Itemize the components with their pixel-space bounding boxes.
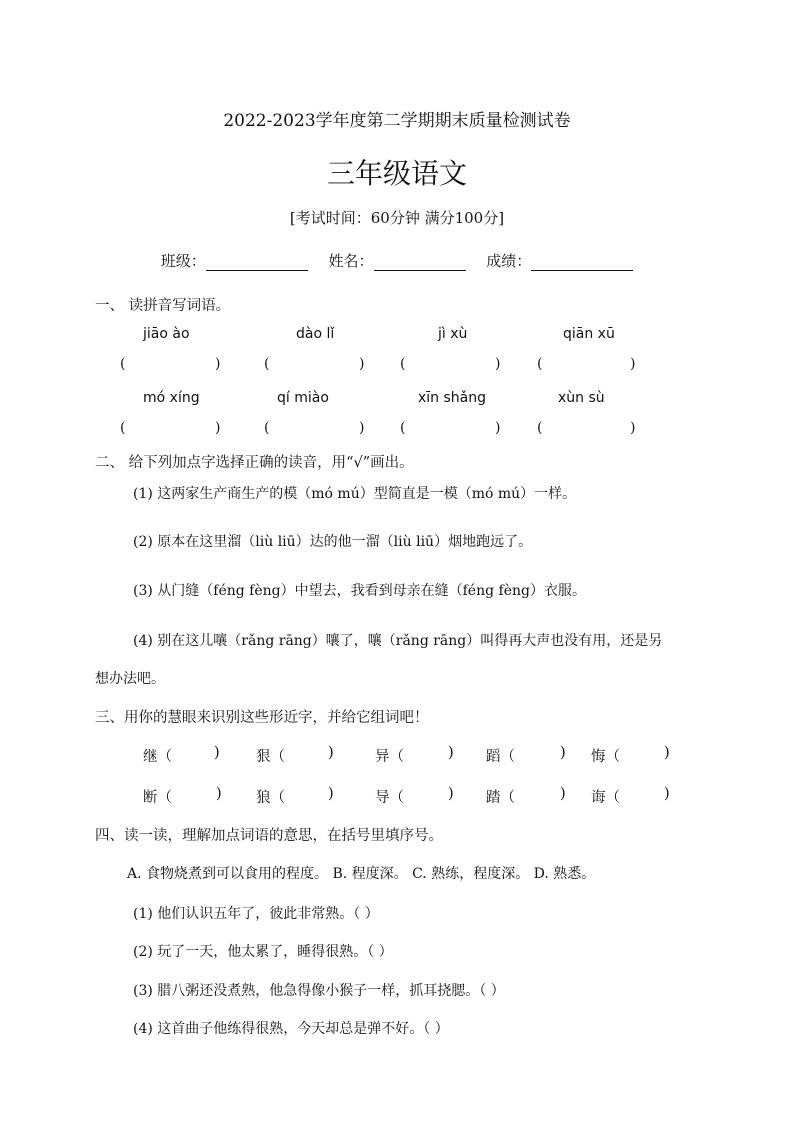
char-item: 蹈（ <box>486 749 515 765</box>
answer-open-paren: ( <box>400 356 406 372</box>
char-close-paren: ) <box>448 745 454 761</box>
char-close-paren: ) <box>216 786 222 802</box>
char-close-paren: ) <box>328 745 334 761</box>
name-label: 姓名： <box>328 252 374 270</box>
answer-open-paren: ( <box>120 420 126 436</box>
char-item: 悔（ <box>591 749 620 765</box>
pinyin-item: mó xíng <box>143 390 200 406</box>
char-item: 继（ <box>143 749 172 765</box>
question-item: (2) 原本在这里溜（liù liū）达的他一溜（liù liū）烟地跑远了。 <box>133 534 533 550</box>
char-close-paren: ) <box>664 786 670 802</box>
answer-close-paren: ) <box>495 420 501 436</box>
char-item: 断（ <box>143 790 172 806</box>
answer-options: A. 食物烧煮到可以食用的程度。 B. 程度深。 C. 熟练，程度深。 D. 熟悉。 <box>127 866 596 882</box>
char-close-paren: ) <box>214 745 220 761</box>
student-info-line <box>0 250 794 271</box>
answer-open-paren: ( <box>264 420 270 436</box>
char-item: 狠（ <box>256 749 285 765</box>
exam-title: 三年级语文 <box>326 157 467 190</box>
answer-open-paren: ( <box>537 420 543 436</box>
question-item: (3) 腊八粥还没煮熟，他急得像小猴子一样，抓耳挠腮。（ ） <box>133 983 505 999</box>
pinyin-item: jì xù <box>438 326 468 342</box>
answer-open-paren: ( <box>400 420 406 436</box>
pinyin-item: dào lǐ <box>296 326 335 342</box>
answer-close-paren: ) <box>630 420 636 436</box>
question-item: (3) 从门缝（féng fèng）中望去，我看到母亲在缝（féng fèng）衣服。 <box>133 583 586 599</box>
question-item: (2) 玩了一天，他太累了，睡得很熟。（ ） <box>133 944 393 960</box>
answer-open-paren: ( <box>120 356 126 372</box>
answer-close-paren: ) <box>630 356 636 372</box>
question-item-continued: 想办法吧。 <box>95 671 165 687</box>
pinyin-item: qí miào <box>277 390 329 406</box>
char-close-paren: ) <box>328 786 334 802</box>
pinyin-item: xīn shǎng <box>418 390 487 406</box>
char-item: 踏（ <box>486 790 515 806</box>
class-blank[interactable] <box>206 252 308 271</box>
section3-heading: 三、用你的慧眼来识别这些形近字，并给它组词吧！ <box>95 710 429 726</box>
question-item: (1) 他们认识五年了，彼此非常熟。（ ） <box>133 906 379 922</box>
char-item: 诲（ <box>591 790 620 806</box>
char-item: 异（ <box>375 749 404 765</box>
char-close-paren: ) <box>560 786 566 802</box>
answer-close-paren: ) <box>359 356 365 372</box>
exam-subtitle: 2022-2023学年度第二学期期末质量检测试卷 <box>223 111 571 131</box>
score-label: 成绩： <box>486 252 532 270</box>
section1-heading: 一、 读拼音写词语。 <box>95 298 231 314</box>
answer-open-paren: ( <box>264 356 270 372</box>
score-blank[interactable] <box>531 252 633 271</box>
answer-close-paren: ) <box>215 420 221 436</box>
pinyin-item: xùn sù <box>558 390 605 406</box>
section2-heading: 二、 给下列加点字选择正确的读音，用“√”画出。 <box>95 455 414 471</box>
pinyin-item: jiāo ào <box>143 326 190 342</box>
pinyin-item: qiān xū <box>563 326 615 342</box>
section4-heading: 四、读一读，理解加点词语的意思，在括号里填序号。 <box>95 828 443 844</box>
char-close-paren: ) <box>448 786 454 802</box>
answer-close-paren: ) <box>215 356 221 372</box>
char-item: 导（ <box>375 790 404 806</box>
question-item: (4) 这首曲子他练得很熟，今天却总是弹不好。（ ） <box>133 1021 449 1037</box>
char-close-paren: ) <box>560 745 566 761</box>
class-label: 班级： <box>160 252 206 270</box>
question-item: (4) 别在这儿嚷（rǎng rāng）嚷了，嚷（rǎng rāng）叫得再大声也没有用，还是另 <box>133 633 663 649</box>
answer-close-paren: ) <box>359 420 365 436</box>
exam-time-info: [考试时间：60分钟 满分100分] <box>289 209 505 227</box>
question-item: (1) 这两家生产商生产的模（mó mú）型简直是一模（mó mú）一样。 <box>133 486 577 502</box>
char-close-paren: ) <box>664 745 670 761</box>
char-item: 狼（ <box>256 790 285 806</box>
answer-open-paren: ( <box>537 356 543 372</box>
name-blank[interactable] <box>374 252 466 271</box>
answer-close-paren: ) <box>495 356 501 372</box>
